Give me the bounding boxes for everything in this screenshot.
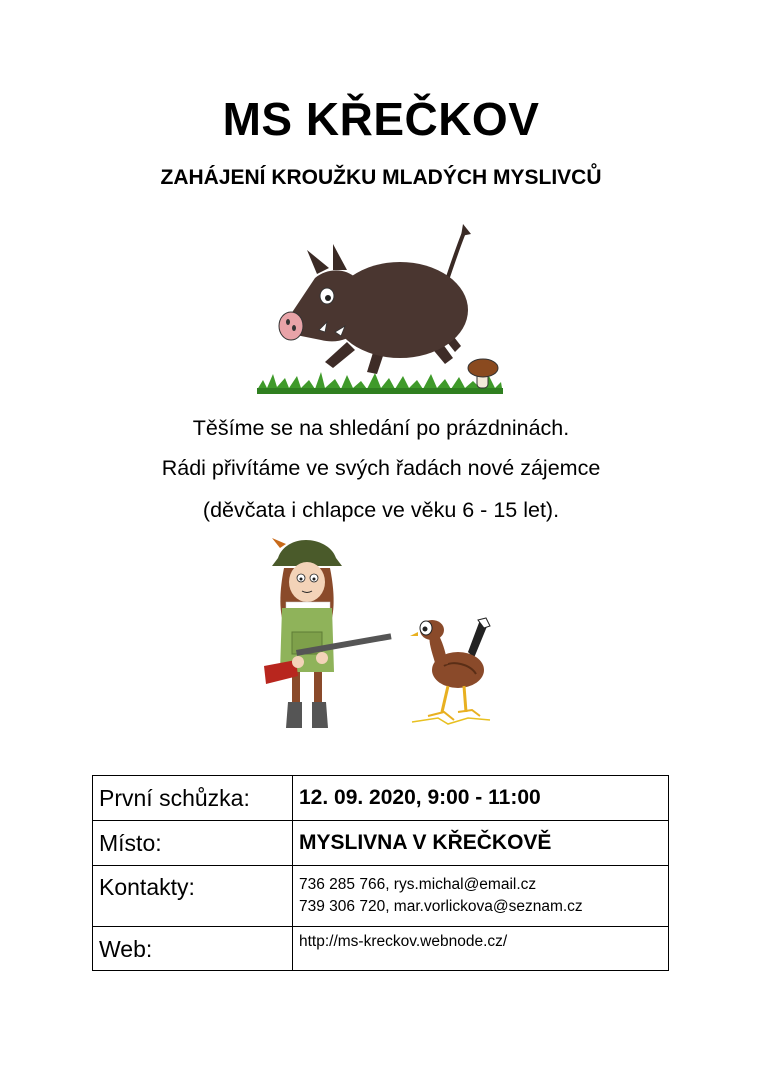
table-row-place (93, 821, 669, 866)
place-value: MYSLIVNA V KŘEČKOVĚ (293, 821, 669, 866)
place-label: Místo: (93, 821, 293, 866)
first-meeting-label: První schůzka: (93, 776, 293, 821)
boar-illustration (255, 222, 505, 398)
message-line-3: (děvčata i chlapce ve věku 6 - 15 let). (202, 498, 560, 522)
info-table (92, 775, 669, 971)
web-link[interactable]: http://ms-kreckov.webnode.cz/ (293, 927, 669, 971)
page-subtitle: ZAHÁJENÍ KROUŽKU MLADÝCH MYSLIVCŮ (160, 166, 602, 189)
table-row-contacts (93, 866, 669, 927)
contact-line-1[interactable]: 736 285 766, rys.michal@email.cz (299, 876, 537, 893)
message-line-1: Těšíme se na shledání po prázdninách. (192, 416, 570, 440)
contacts-value (293, 866, 669, 927)
web-label: Web: (93, 927, 293, 971)
table-row-web (93, 927, 669, 971)
hunter-illustration (262, 538, 394, 730)
first-meeting-value: 12. 09. 2020, 9:00 - 11:00 (293, 776, 669, 821)
contact-line-2[interactable]: 739 306 720, mar.vorlickova@seznam.cz (299, 898, 583, 915)
table-row-first-meeting (93, 776, 669, 821)
grass-strip (257, 372, 503, 394)
message-line-2: Rádi přivítáme ve svých řadách nové zájemce (161, 456, 601, 480)
contacts-label: Kontakty: (93, 866, 293, 927)
page-title: MS KŘEČKOV (222, 93, 540, 145)
bird-illustration (408, 608, 492, 726)
